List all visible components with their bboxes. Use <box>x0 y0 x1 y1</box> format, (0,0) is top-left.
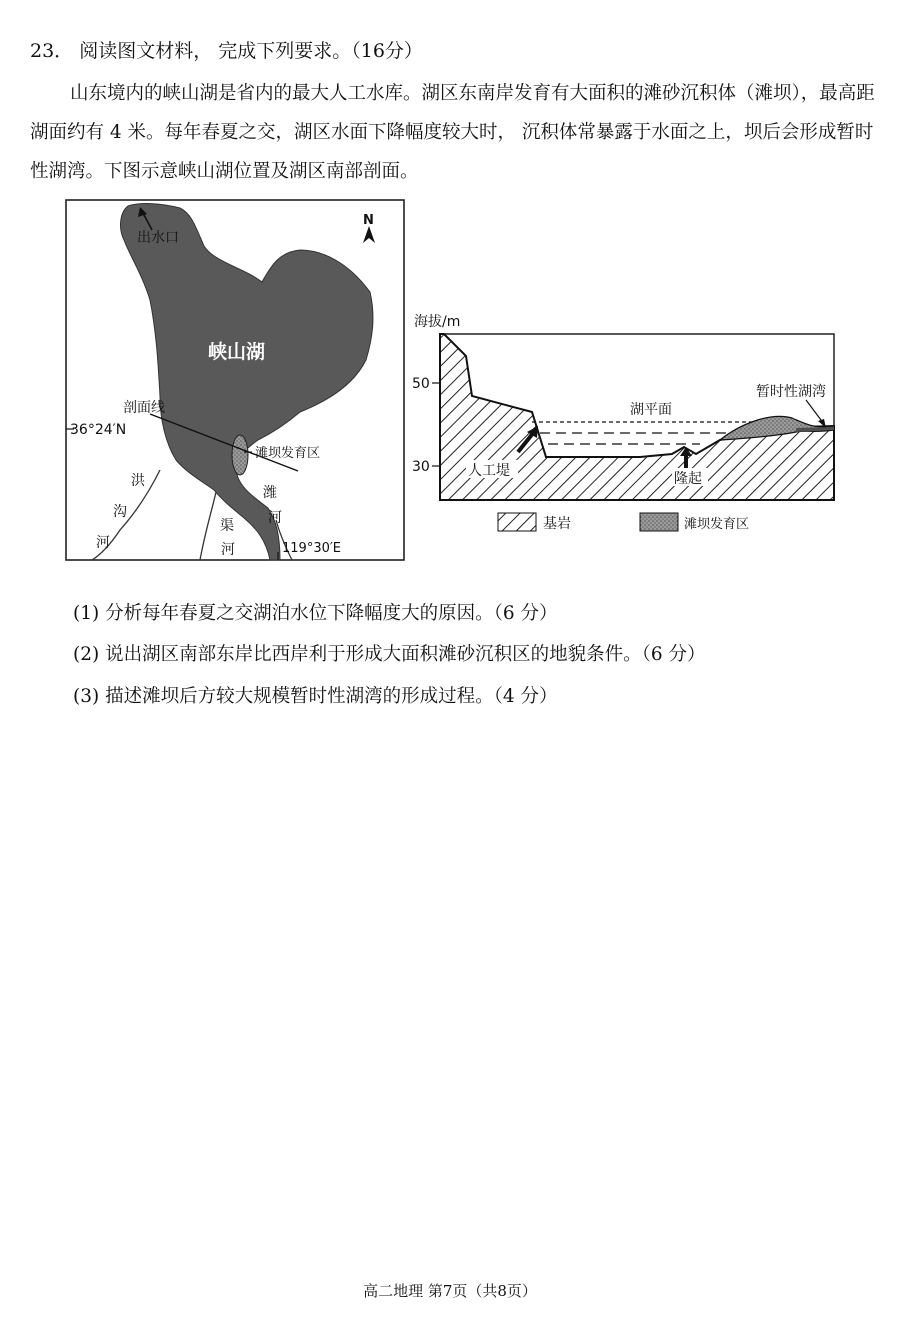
river-qu-char-2: 河 <box>221 542 235 558</box>
beach-zone-label: 滩坝发育区 <box>255 446 321 461</box>
legend-beach-label: 滩坝发育区 <box>684 517 750 532</box>
outlet-label: 出水口 <box>137 230 179 246</box>
subquestion-3: (3) 描述滩坝后方较大规模暂时性湖湾的形成过程。（4 分） <box>73 686 558 707</box>
subquestion-2: (2) 说出湖区南部东岸比西岸利于形成大面积滩砂沉积区的地貌条件。（6 分） <box>73 644 706 665</box>
longitude-label: 119°30′E <box>282 541 342 556</box>
lake-profile <box>412 313 834 532</box>
figure <box>0 195 900 570</box>
question-paragraph: 山东境内的峡山湖是省内的最大人工水库。湖区东南岸发育有大面积的滩砂沉积体（滩坝），最高距湖面约有 4 米。每年春夏之交，湖区水面下降幅度较大时， 沉积体常暴露于水面之上，坝后会形成暂时性湖湾。下图示意峡山湖位置及湖区南部剖面。 <box>30 83 875 182</box>
location-map <box>66 200 404 560</box>
tick-50: 50 <box>412 376 430 392</box>
profile-line-label: 剖面线 <box>123 400 165 416</box>
river-wei-char-2: 河 <box>268 510 282 526</box>
y-axis-label: 海拔/m <box>414 314 461 330</box>
subquestion-1: (1) 分析每年春夏之交湖泊水位下降幅度大的原因。（6 分） <box>73 603 558 624</box>
temp-bay-label: 暂时性湖湾 <box>756 384 826 400</box>
legend-beach-swatch <box>640 513 678 531</box>
river-hong-char-2: 沟 <box>113 504 127 520</box>
latitude-label: 36°24′N <box>70 422 127 438</box>
dike-label: 人工堤 <box>468 463 510 479</box>
uplift-label: 隆起 <box>674 471 702 487</box>
beach-zone-marker <box>232 435 248 475</box>
lake-level-label: 湖平面 <box>630 402 672 418</box>
legend-bedrock-swatch <box>498 513 536 531</box>
question-heading: 23． 阅读图文材料， 完成下列要求。（16分） <box>30 40 423 62</box>
river-wei-char-1: 潍 <box>263 485 277 501</box>
lake-label: 峡山湖 <box>208 341 266 363</box>
legend-bedrock-label: 基岩 <box>543 516 571 532</box>
page-footer: 高二地理 第7页（共8页） <box>363 1282 537 1300</box>
north-label: N <box>363 213 374 228</box>
river-hong-char-3: 河 <box>96 535 110 551</box>
river-hong-char-1: 洪 <box>131 473 145 489</box>
tick-30: 30 <box>412 459 430 475</box>
river-qu-char-1: 渠 <box>220 518 234 534</box>
